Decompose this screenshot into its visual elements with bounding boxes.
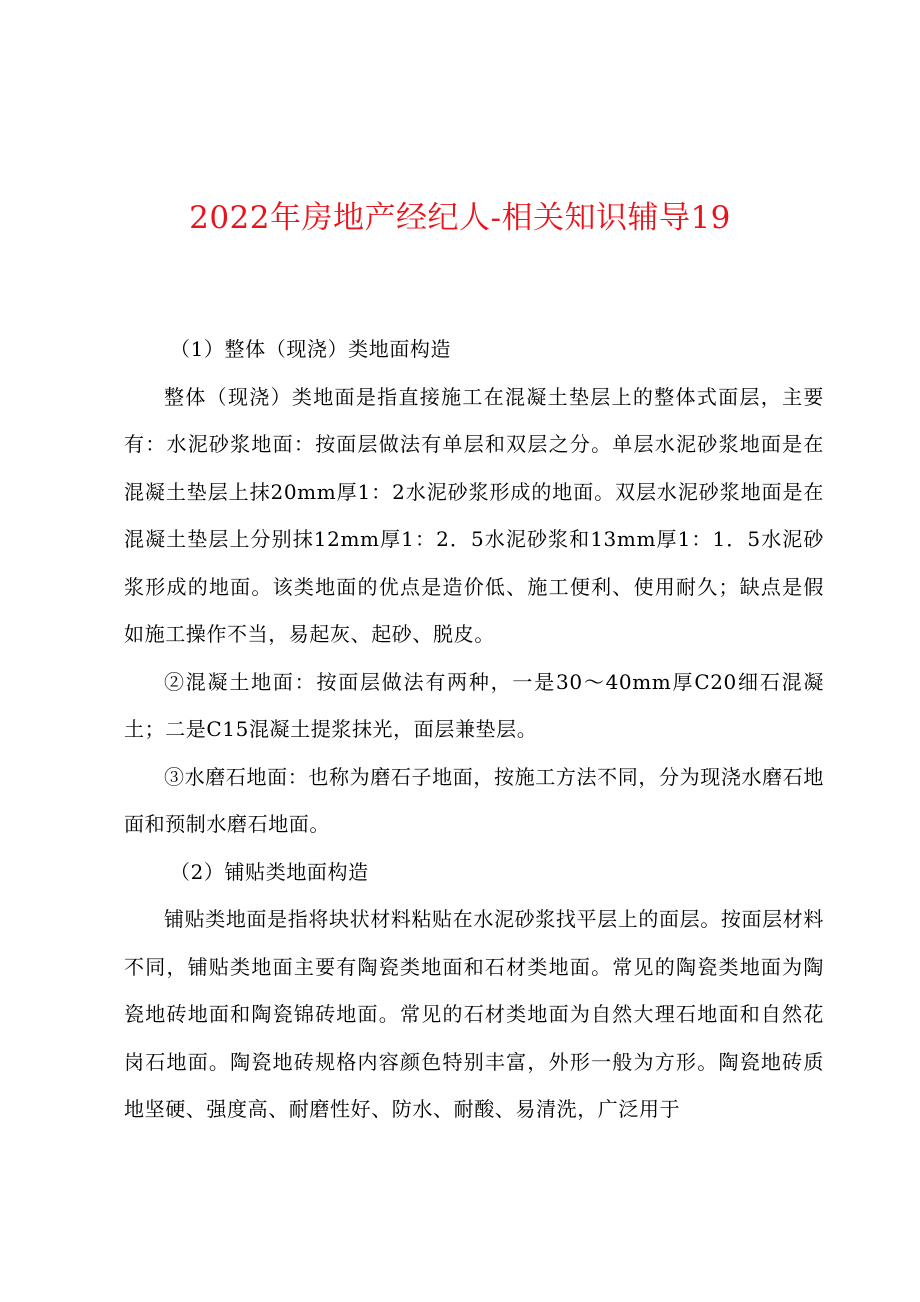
- section-heading-1: （1）整体（现浇）类地面构造: [170, 337, 452, 361]
- paragraph-integral-floor: 整体（现浇）类地面是指直接施工在混凝土垫层上的整体式面层，主要有：水泥砂浆地面：按面层做法有单层和双层之分。单层水泥砂浆地面是在混凝土垫层上抹20mm厚1：2水泥砂浆形成的地面。双层水泥砂浆地面是在混凝土垫层上分别抹12mm厚1：2．5水泥砂浆和13mm厚1：1．5水泥砂浆形成的地面。该类地面的优点是造价低、施工便利、使用耐久；缺点是假如施工操作不当，易起灰、起砂、脱皮。: [124, 384, 824, 646]
- paragraph-terrazzo-floor: ③水磨石地面：也称为磨石子地面，按施工方法不同，分为现浇水磨石地面和预制水磨石地面。: [124, 764, 824, 836]
- paragraph-tiled-floor: 铺贴类地面是指将块状材料粘贴在水泥砂浆找平层上的面层。按面层材料不同，铺贴类地面主要有陶瓷类地面和石材类地面。常见的陶瓷类地面为陶瓷地砖地面和陶瓷锦砖地面。常见的石材类地面为自然大理石地面和自然花岗石地面。陶瓷地砖规格内容颜色特别丰富，外形一般为方形。陶瓷地砖质地坚硬、强度高、耐磨性好、防水、耐酸、易清洗，广泛用于: [124, 907, 824, 1121]
- paragraph-concrete-floor: ②混凝土地面：按面层做法有两种，一是30～40mm厚C20细石混凝土；二是C15混凝土提浆抹光，面层兼垫层。: [124, 669, 824, 741]
- document-title: 2022年房地产经纪人-相关知识辅导19: [189, 200, 731, 236]
- section-heading-2: （2）铺贴类地面构造: [170, 859, 369, 884]
- document-body: [124, 326, 824, 1134]
